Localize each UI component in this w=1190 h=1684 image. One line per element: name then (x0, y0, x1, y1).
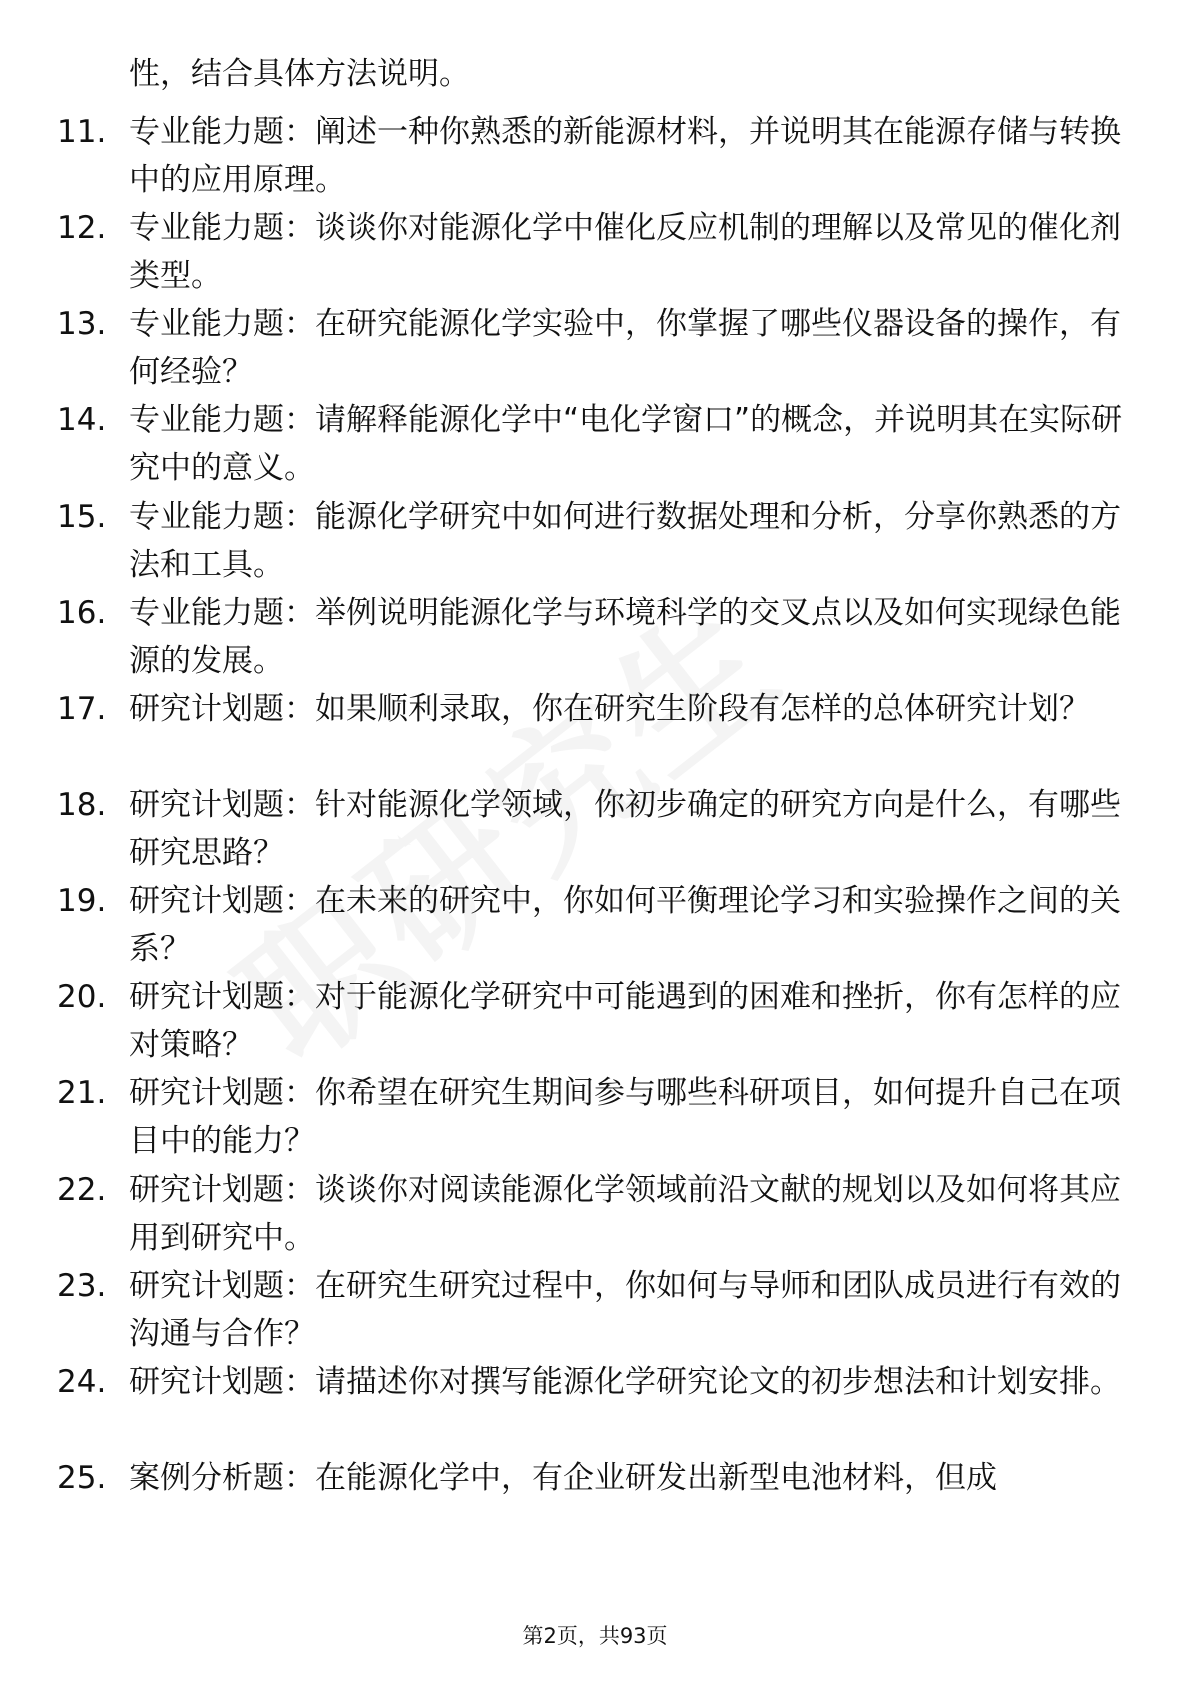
item-number: 16. (57, 595, 107, 631)
item-number: 25. (57, 1460, 107, 1496)
item-number: 11. (57, 114, 107, 150)
item-body: 针对能源化学领域，你初步确定的研究方向是什么，有哪些研究思路？ (129, 787, 1121, 871)
item-body: 在研究生研究过程中，你如何与导师和团队成员进行有效的沟通与合作？ (129, 1268, 1121, 1352)
item-number: 20. (57, 979, 107, 1015)
list-item (0, 1358, 1190, 1458)
item-text (129, 1262, 1129, 1358)
list-item (0, 300, 1190, 400)
item-text (129, 396, 1129, 492)
list-item (0, 589, 1190, 689)
list-item (0, 108, 1190, 208)
list-item (0, 781, 1190, 881)
item-category: 专业能力题： (129, 210, 315, 246)
item-body: 谈谈你对阅读能源化学领域前沿文献的规划以及如何将其应用到研究中。 (129, 1172, 1121, 1256)
item-category: 专业能力题： (129, 114, 315, 150)
item-category: 研究计划题： (129, 1268, 315, 1304)
item-category: 研究计划题： (129, 1172, 315, 1208)
item-category: 专业能力题： (129, 499, 315, 535)
item-category: 研究计划题： (129, 883, 315, 919)
item-body: 如果顺利录取，你在研究生阶段有怎样的总体研究计划？ (315, 691, 1090, 727)
item-category: 案例分析题： (129, 1460, 315, 1496)
item-body: 在研究能源化学实验中，你掌握了哪些仪器设备的操作，有何经验？ (129, 306, 1121, 390)
list-item (0, 1454, 1190, 1506)
item-text (129, 973, 1129, 1069)
item-number: 13. (57, 306, 107, 342)
list-item (0, 973, 1190, 1073)
list-item (0, 493, 1190, 593)
item-body: 在能源化学中，有企业研发出新型电池材料，但成 (315, 1460, 997, 1496)
list-item (0, 1262, 1190, 1362)
item-text (129, 877, 1129, 973)
list-item (0, 204, 1190, 304)
item-body: 在未来的研究中，你如何平衡理论学习和实验操作之间的关系？ (129, 883, 1121, 967)
item-number: 22. (57, 1172, 107, 1208)
item-text (129, 1069, 1129, 1165)
item-body: 举例说明能源化学与环境科学的交叉点以及如何实现绿色能源的发展。 (129, 595, 1121, 679)
item-text (129, 589, 1129, 685)
item-text (129, 1166, 1129, 1262)
item-number: 19. (57, 883, 107, 919)
item-category: 研究计划题： (129, 979, 315, 1015)
item-text (129, 108, 1129, 204)
item-text (129, 781, 1129, 877)
item-category: 研究计划题： (129, 787, 315, 823)
item-text (129, 204, 1129, 300)
list-item (0, 685, 1190, 785)
item-category: 研究计划题： (129, 1075, 315, 1111)
item-number: 12. (57, 210, 107, 246)
item-text (129, 300, 1129, 396)
item-number: 23. (57, 1268, 107, 1304)
item-text (129, 493, 1129, 589)
item-body: 请描述你对撰写能源化学研究论文的初步想法和计划安排。 (315, 1364, 1121, 1400)
item-category: 专业能力题： (129, 595, 315, 631)
list-item (0, 877, 1190, 977)
item-category: 研究计划题： (129, 1364, 315, 1400)
item-text (129, 1358, 1129, 1406)
list-item (0, 1069, 1190, 1169)
item-body: 阐述一种你熟悉的新能源材料，并说明其在能源存储与转换中的应用原理。 (129, 114, 1121, 198)
continuation-text: 性，结合具体方法说明。 (129, 56, 470, 92)
item-category: 研究计划题： (129, 691, 315, 727)
item-body: 对于能源化学研究中可能遇到的困难和挫折，你有怎样的应对策略？ (129, 979, 1121, 1063)
item-category: 专业能力题： (129, 402, 315, 438)
list-item (0, 1166, 1190, 1266)
item-body: 请解释能源化学中“电化学窗口”的概念，并说明其在实际研究中的意义。 (129, 402, 1123, 486)
item-number: 24. (57, 1364, 107, 1400)
item-body: 谈谈你对能源化学中催化反应机制的理解以及常见的催化剂类型。 (129, 210, 1121, 294)
item-number: 18. (57, 787, 107, 823)
item-body: 能源化学研究中如何进行数据处理和分析，分享你熟悉的方法和工具。 (129, 499, 1121, 583)
page-number: 第2页，共93页 (522, 1624, 668, 1648)
list-item (0, 396, 1190, 496)
item-number: 14. (57, 402, 107, 438)
item-number: 15. (57, 499, 107, 535)
item-number: 17. (57, 691, 107, 727)
item-category: 专业能力题： (129, 306, 315, 342)
item-number: 21. (57, 1075, 107, 1111)
item-text (129, 1454, 1129, 1502)
item-text (129, 685, 1129, 733)
item-body: 你希望在研究生期间参与哪些科研项目，如何提升自己在项目中的能力？ (129, 1075, 1121, 1159)
